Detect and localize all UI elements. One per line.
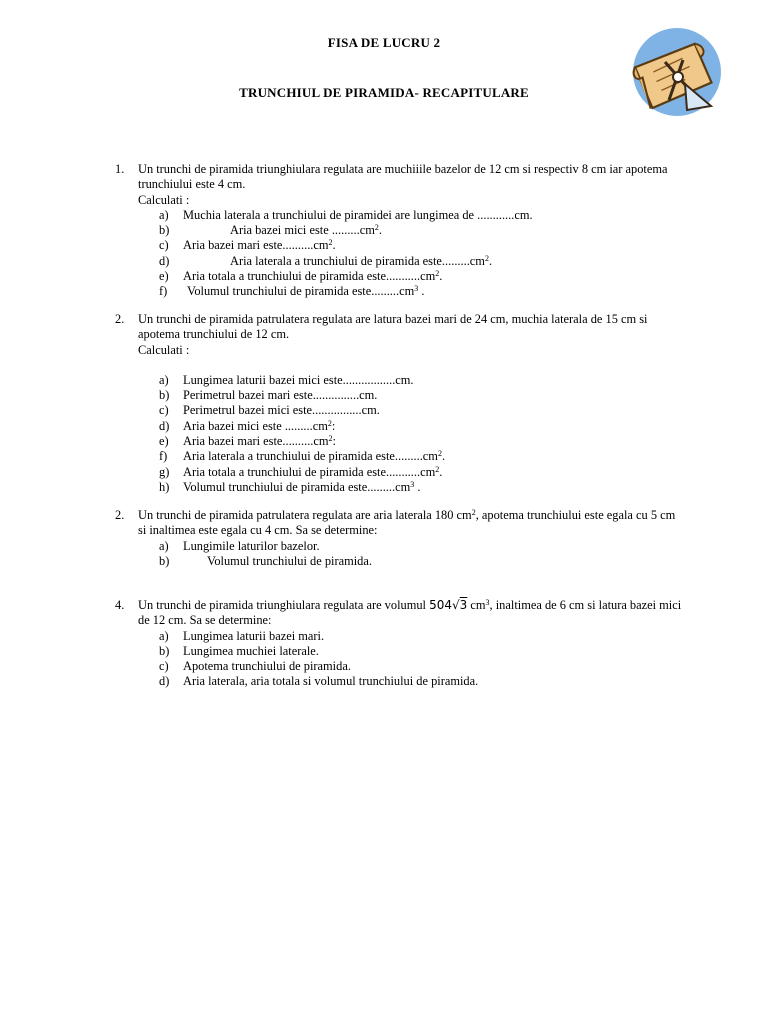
list-item: f) Volumul trunchiului de piramida $este.........cm^3$ . [159, 284, 425, 299]
list-item: d) Aria laterala, aria totala si volumul trunchiului de piramida. [159, 674, 479, 689]
problem-number: 2. [115, 508, 125, 522]
list-item: d) Aria laterala a trunchiului de piramida $este.........cm^2$. [159, 253, 493, 268]
list-item: b) Perimetrul bazei mari este...............cm. [159, 388, 378, 403]
list-item: b) Volumul trunchiului de piramida. [159, 553, 372, 568]
list-item: a) Lungimea laturii bazei mici este.................cm. [159, 372, 414, 387]
list-item: c) Apotema trunchiului de piramida. [159, 659, 351, 674]
list-item: h) Volumul trunchiului de piramida $este.........cm^3$ . [159, 479, 421, 494]
list-item: e) Aria bazei mari $este..........cm^2$: [159, 434, 336, 449]
worksheet-subtitle: TRUNCHIUL DE PIRAMIDA- RECAPITULARE [239, 85, 529, 100]
problem-3 [115, 508, 685, 569]
list-item: d) Aria bazei mici este $.........cm^2$: [159, 418, 336, 433]
list-item: b) Lungimea muchiei laterale. [159, 643, 319, 658]
worksheet-title: FISA DE LUCRU 2 [327, 35, 441, 50]
problem-number: 4. [115, 598, 125, 612]
problem-4 [115, 598, 685, 690]
list-item: c) Perimetrul bazei mici este................cm. [159, 403, 380, 418]
problem-number: 1. [115, 162, 125, 176]
problem-statement: Un trunchi de piramida patrulatera regulata are aria laterala 180 $cm^2$, apotema trunchiului este egala cu 5 cm si inaltimea este egala cu 4 cm. Sa se determine: [138, 508, 676, 538]
problem-1 [115, 162, 685, 300]
problem-prompt: Calculati : [138, 342, 190, 357]
problem-statement: Un trunchi de piramida triunghiulara regulata are volumul 504√3 $cm^3$, inaltimea de 6 cm si latura bazei mici de 12 cm. Sa se determine: [138, 598, 682, 628]
list-item: a) Lungimile laturilor bazelor. [159, 538, 320, 553]
drafting-tools-clipart-icon [625, 22, 721, 122]
math-expression: 504√3 [429, 598, 468, 612]
list-item: a) Muchia laterala a trunchiului de piramidei are lungimea de ............cm. [159, 207, 533, 222]
problem-statement: Un trunchi de piramida patrulatera regulata are latura bazei mari de 24 cm, muchia laterala de 15 cm si apotema trunchiului de 12 cm. [138, 312, 648, 342]
list-item: c) Aria bazei mari $este..........cm^2$. [159, 238, 336, 253]
list-item: e) Aria totala a trunchiului de piramida $este...........cm^2$. [159, 269, 443, 284]
problem-prompt: Calculati : [138, 192, 190, 207]
list-item: g) Aria totala a trunchiului de piramida $este...........cm^2$. [159, 464, 443, 479]
list-item: f) Aria laterala a trunchiului de piramida $este.........cm^2$. [159, 449, 446, 464]
problem-statement: Un trunchi de piramida triunghiulara regulata are muchiiile bazelor de 12 cm si respectiv 8 cm iar apotema trunchiului este 4 cm. [138, 162, 668, 192]
problem-2 [115, 312, 685, 495]
list-item: b) Aria bazei mici este $.........cm^2$. [159, 223, 382, 238]
problem-number: 2. [115, 312, 125, 326]
list-item: a) Lungimea laturii bazei mari. [159, 628, 325, 643]
